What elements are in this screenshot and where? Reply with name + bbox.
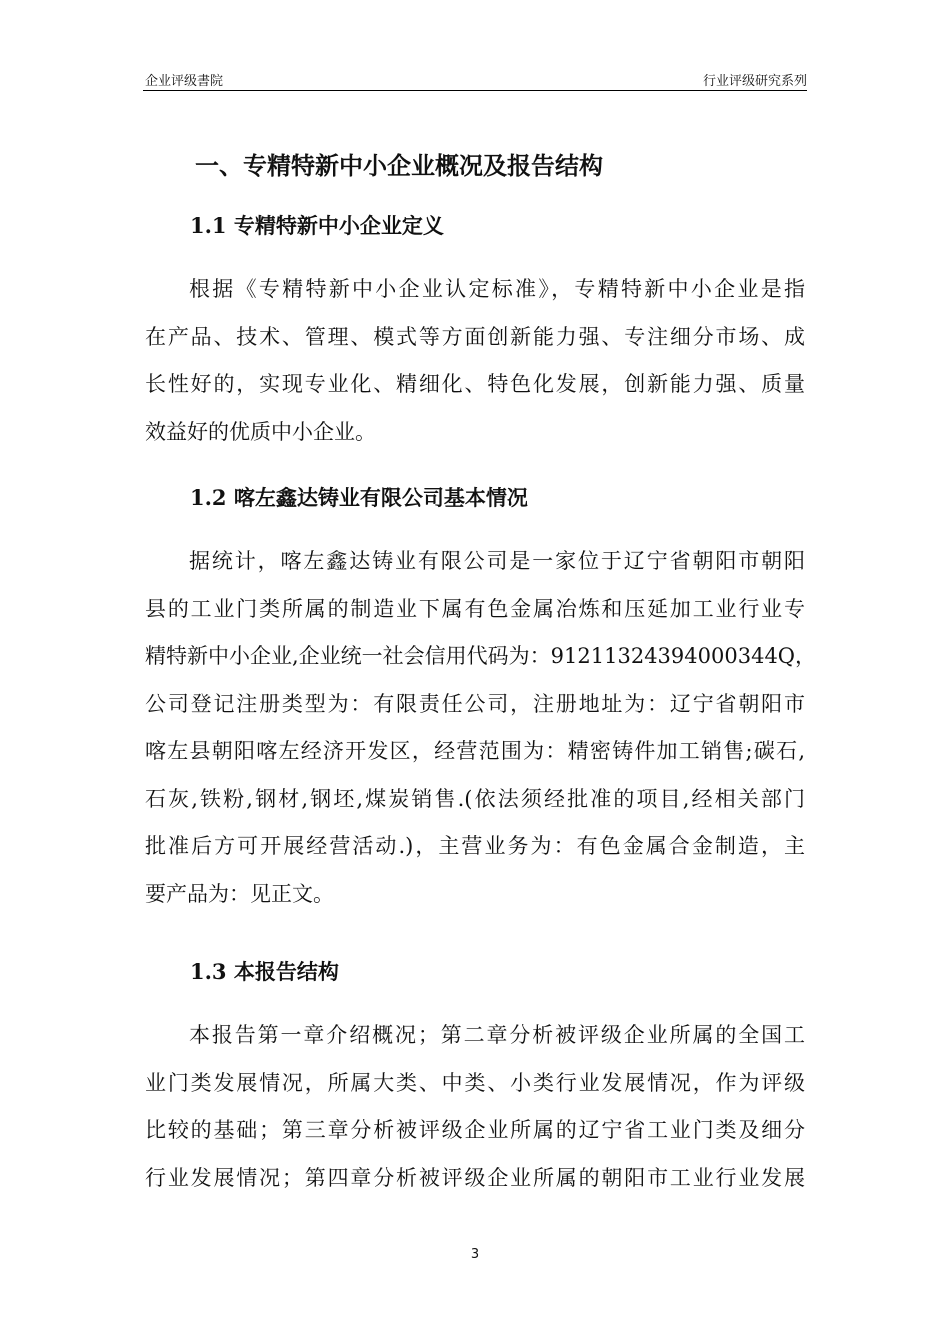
text-line: 比较的基础；第三章分析被评级企业所属的辽宁省工业门类及细分: [145, 1118, 805, 1142]
header-rule: [143, 90, 807, 91]
paragraph-1-3: [145, 1012, 805, 1202]
text-line: 精特新中小企业,企业统一社会信用代码为：91211324394000344Q，: [145, 644, 817, 668]
text-line: 效益好的优质中小企业。: [145, 419, 376, 444]
header-left: 企业评级書院: [145, 74, 224, 89]
chapter-title: 一、专精特新中小企业概况及报告结构: [195, 151, 603, 180]
text-line: 根据《专精特新中小企业认定标准》，专精特新中小企业是指: [189, 277, 805, 301]
text-line: 本报告第一章介绍概况；第二章分析被评级企业所属的全国工: [189, 1023, 805, 1047]
text-line: 喀左县朝阳喀左经济开发区，经营范围为：精密铸件加工销售;碳石,: [145, 739, 805, 763]
text-line: 在产品、技术、管理、模式等方面创新能力强、专注细分市场、成: [145, 324, 805, 349]
paragraph-1-1: [145, 266, 805, 456]
section-heading-1-3: 1.3 本报告结构: [190, 959, 339, 984]
text-line: 行业发展情况；第四章分析被评级企业所属的朝阳市工业行业发展: [145, 1165, 805, 1190]
text-line: 要产品为：见正文。: [145, 881, 334, 906]
text-line: 业门类发展情况，所属大类、中类、小类行业发展情况，作为评级: [145, 1070, 805, 1095]
text-line: 公司登记注册类型为：有限责任公司，注册地址为：辽宁省朝阳市: [145, 691, 805, 716]
section-heading-1-1: 1.1 专精特新中小企业定义: [190, 213, 444, 238]
text-line: 长性好的，实现专业化、精细化、特色化发展，创新能力强、质量: [145, 372, 805, 396]
paragraph-1-2: [145, 538, 817, 918]
section-heading-1-2: 1.2 喀左鑫达铸业有限公司基本情况: [190, 485, 528, 510]
header-right: 行业评级研究系列: [702, 74, 807, 89]
text-line: 批准后方可开展经营活动.)，主营业务为：有色金属合金制造，主: [145, 834, 805, 858]
text-line: 据统计，喀左鑫达铸业有限公司是一家位于辽宁省朝阳市朝阳: [189, 549, 805, 573]
text-line: 县的工业门类所属的制造业下属有色金属冶炼和压延加工业行业专: [145, 596, 805, 621]
text-line: 石灰,铁粉,钢材,钢坯,煤炭销售.(依法须经批准的项目,经相关部门: [145, 786, 805, 811]
page-number: 3: [470, 1247, 480, 1262]
